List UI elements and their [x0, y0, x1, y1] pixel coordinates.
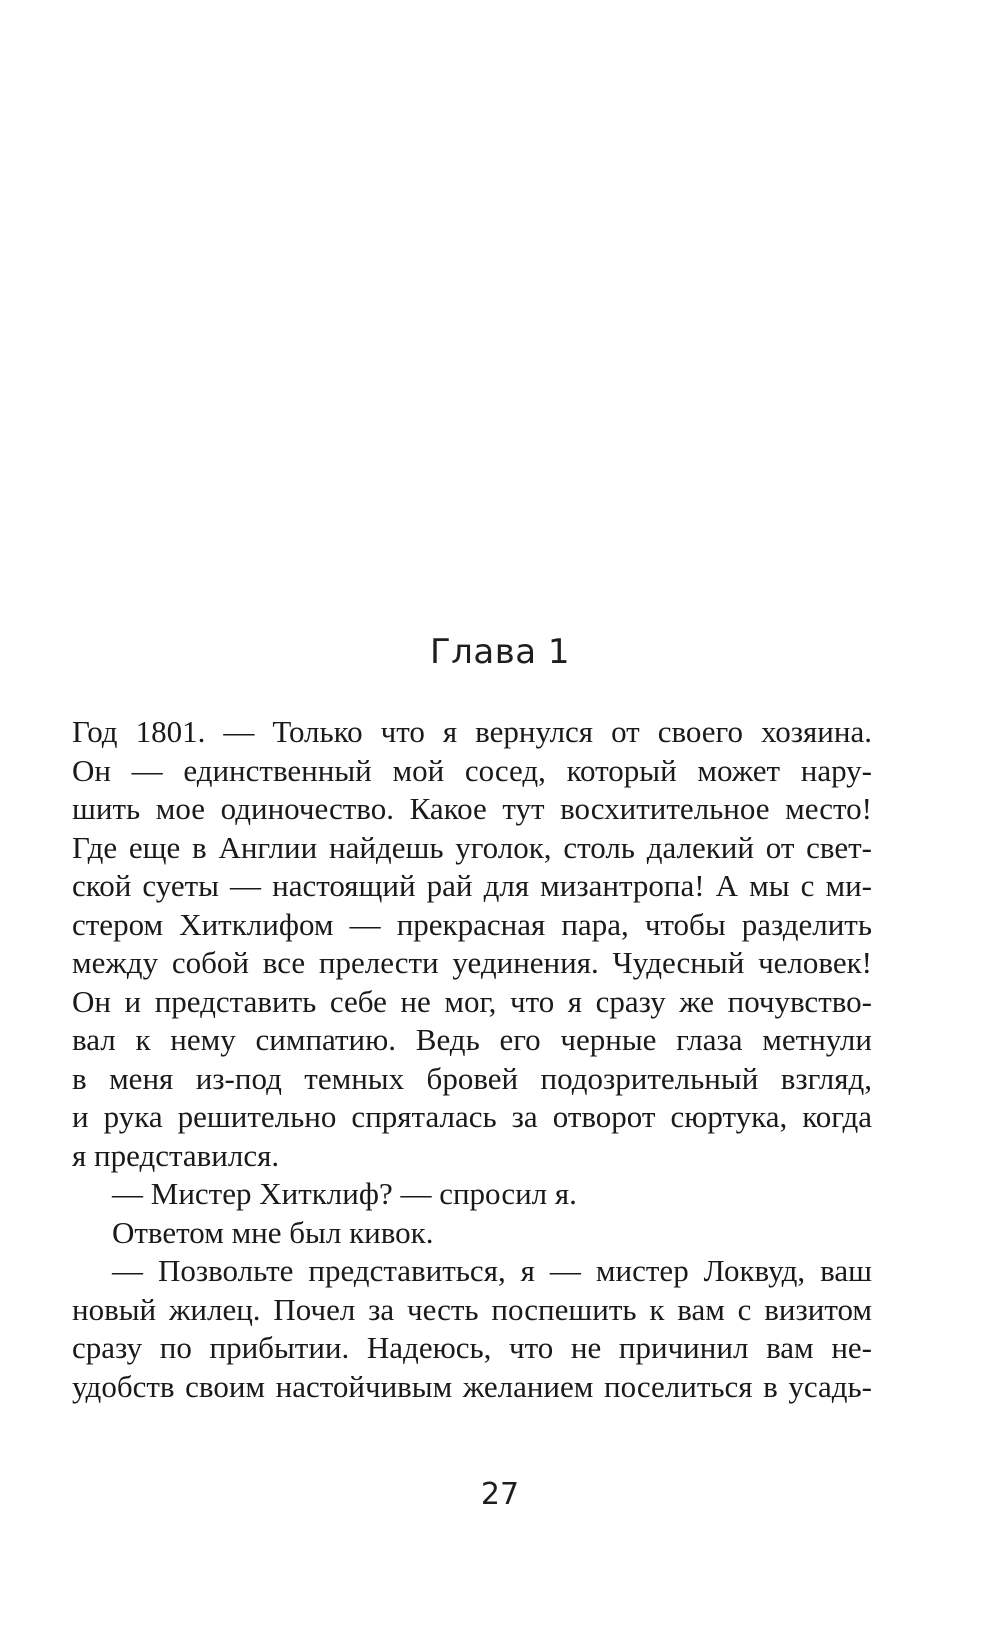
body-text	[72, 713, 872, 1406]
text-line: новый жилец. Почел за честь поспешить к вам с визитом	[72, 1291, 872, 1327]
page-number: 27	[480, 1477, 520, 1512]
dialogue-line: — Мистер Хитклиф? — спросил я.	[112, 1176, 577, 1211]
text-line: вал к нему симпатию. Ведь его черные глаза метнули	[72, 1022, 872, 1057]
text-line: Он — единственный мой сосед, который может нару-	[72, 752, 872, 788]
text-line: в меня из-под темных бровей подозрительный взгляд,	[72, 1060, 872, 1096]
text-line: стером Хитклифом — прекрасная пара, чтобы разделить	[72, 906, 872, 942]
chapter-title: Глава 1	[429, 632, 571, 672]
text-line: между собой все прелести уединения. Чудесный человек!	[72, 945, 872, 980]
text-line: сразу по прибытии. Надеюсь, что не причинил вам не-	[72, 1330, 872, 1365]
text-line: Он и представить себе не мог, что я сразу же почувство-	[72, 983, 872, 1019]
text-line: я представился.	[72, 1137, 280, 1173]
text-line: Год 1801. — Только что я вернулся от своего хозяина.	[72, 714, 872, 749]
text-line: ской суеты — настоящий рай для мизантропа! А мы с ми-	[72, 868, 872, 903]
text-line: Где еще в Англии найдешь уголок, столь далекий от свет-	[72, 829, 872, 865]
text-line: шить мое одиночество. Какое тут восхитительное место!	[72, 791, 872, 826]
paragraph-line: Ответом мне был кивок.	[112, 1214, 434, 1250]
dialogue-line: — Позвольте представиться, я — мистер Локвуд, ваш	[112, 1253, 872, 1288]
text-line: удобств своим настойчивым желанием поселиться в усадь-	[72, 1368, 872, 1404]
text-line: и рука решительно спряталась за отворот сюртука, когда	[72, 1099, 872, 1134]
